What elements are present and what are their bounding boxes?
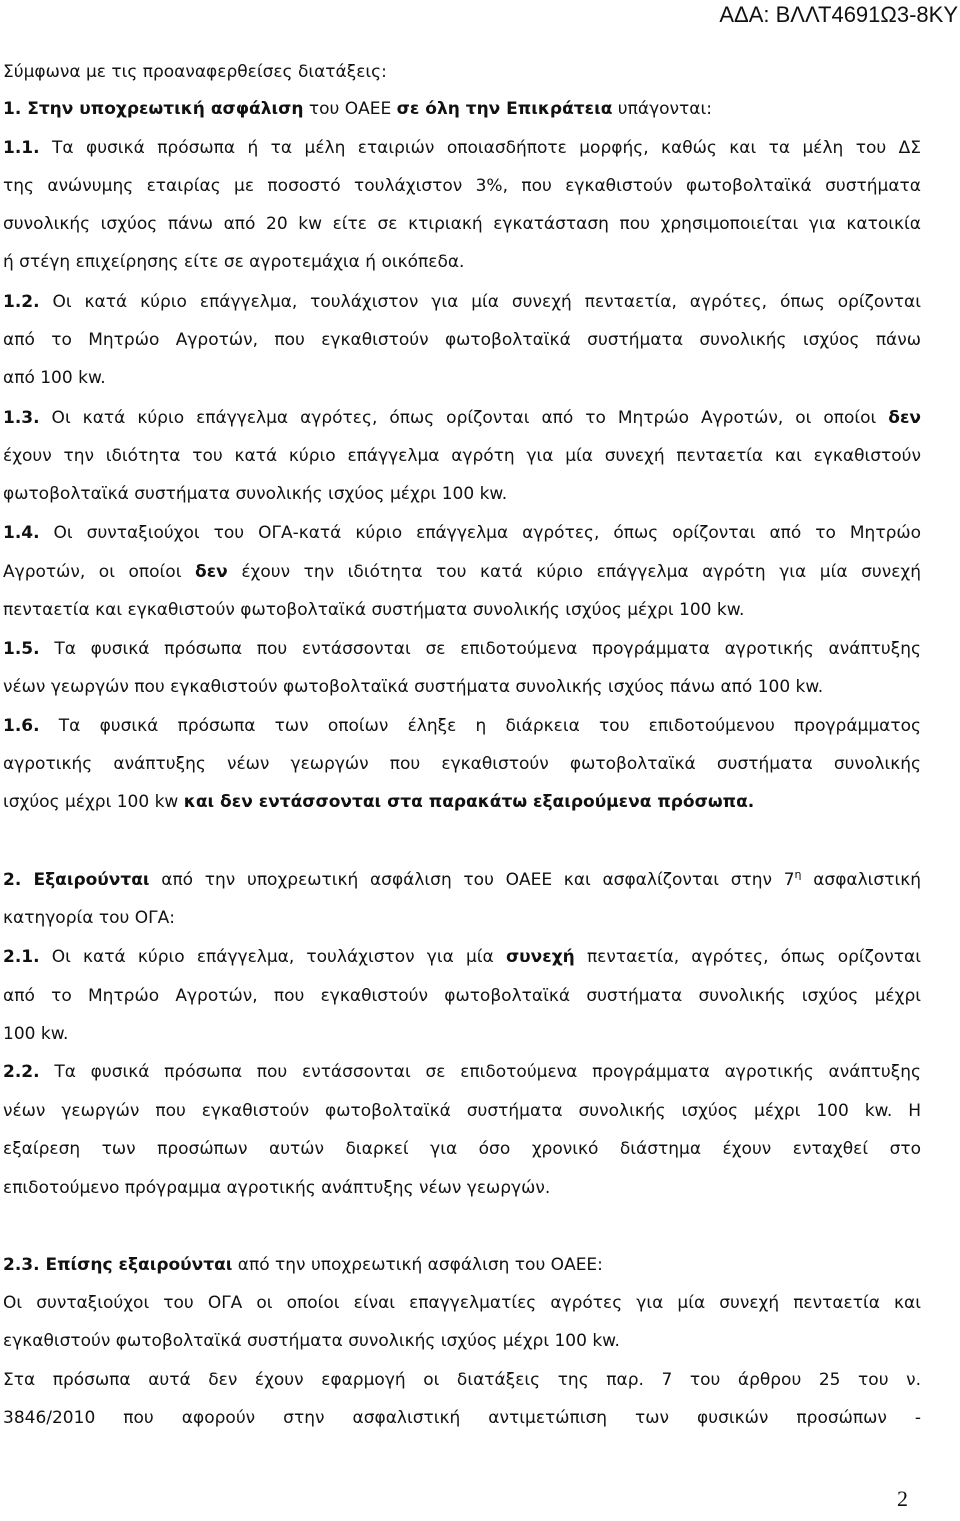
paragraph-line: Στα πρόσωπα αυτά δεν έχουν εφαρμογή οι διατάξεις της παρ. 7 του άρθρου 25 του ν. xyxy=(3,1370,921,1390)
paragraph-line: ή στέγη επιχείρησης είτε σε αγροτεμάχια ή οικόπεδα. xyxy=(3,252,465,272)
paragraph-line: 1.4. Οι συνταξιούχοι του ΟΓΑ-κατά κύριο επάγγελμα αγρότες, όπως ορίζονται από το Μητρώο xyxy=(3,523,921,543)
paragraph-line: έχουν την ιδιότητα του κατά κύριο επάγγελμα αγρότη για μία συνεχή πενταετία και εγκαθιστούν xyxy=(3,446,921,466)
paragraph-line: φωτοβολταϊκά συστήματα συνολικής ισχύος μέχρι 100 kw. xyxy=(3,484,508,504)
paragraph-line: συνολικής ισχύος πάνω από 20 kw είτε σε κτιριακή εγκατάσταση που χρησιμοποιείται για κατοικία xyxy=(3,214,921,234)
ada-header: ΑΔΑ: ΒΛΛΤ4691Ω3-8ΚΥ xyxy=(719,2,958,27)
paragraph-line: 2.2. Τα φυσικά πρόσωπα που εντάσσονται σε επιδοτούμενα προγράμματα αγροτικής ανάπτυξης xyxy=(3,1062,921,1082)
paragraph-line: 2. Εξαιρούνται από την υποχρεωτική ασφάλιση του ΟΑΕΕ και ασφαλίζονται στην $7^\eta$ ασφαλιστική xyxy=(3,868,921,890)
paragraph-line: 2.1. Οι κατά κύριο επάγγελμα, τουλάχιστον για μία συνεχή πενταετία, αγρότες, όπως ορίζονται xyxy=(3,947,921,967)
paragraph-line: 1. Στην υποχρεωτική ασφάλιση του ΟΑΕΕ σε όλη την Επικράτεια υπάγονται: xyxy=(3,99,712,119)
paragraph-line: εγκαθιστούν φωτοβολταϊκά συστήματα συνολικής ισχύος μέχρι 100 kw. xyxy=(3,1331,620,1351)
paragraph-line: 3846/2010 που αφορούν στην ασφαλιστική αντιμετώπιση των φυσικών προσώπων - xyxy=(3,1408,921,1428)
paragraph-line: 1.2. Οι κατά κύριο επάγγελμα, τουλάχιστον για μία συνεχή πενταετία, αγρότες, όπως ορίζονται xyxy=(3,292,921,312)
paragraph-line: 2.3. Επίσης εξαιρούνται από την υποχρεωτική ασφάλιση του ΟΑΕΕ: xyxy=(3,1255,603,1275)
paragraph-line: Αγροτών, οι οποίοι δεν έχουν την ιδιότητα του κατά κύριο επάγγελμα αγρότη για μία συνεχή xyxy=(3,562,922,582)
paragraph-line: ισχύος μέχρι 100 kw και δεν εντάσσονται στα παρακάτω εξαιρούμενα πρόσωπα. xyxy=(3,792,755,812)
paragraph-line: νέων γεωργών που εγκαθιστούν φωτοβολταϊκά συστήματα συνολικής ισχύος πάνω από 100 kw. xyxy=(3,677,824,697)
page-number: 2 xyxy=(897,1486,908,1511)
paragraph-line: 1.3. Οι κατά κύριο επάγγελμα αγρότες, όπως ορίζονται από το Μητρώο Αγροτών, οι οποίοι δεν xyxy=(3,408,921,428)
paragraph-line: από το Μητρώο Αγροτών, που εγκαθιστούν φωτοβολταϊκά συστήματα συνολικής ισχύος μέχρι xyxy=(3,986,921,1006)
paragraph-line: Σύμφωνα με τις προαναφερθείσες διατάξεις: xyxy=(3,62,387,82)
paragraph-line: από 100 kw. xyxy=(3,368,106,388)
paragraph-line: Οι συνταξιούχοι του ΟΓΑ οι οποίοι είναι επαγγελματίες αγρότες για μία συνεχή πενταετία και xyxy=(3,1293,921,1313)
paragraph-line: 1.6. Τα φυσικά πρόσωπα των οποίων έληξε η διάρκεια του επιδοτούμενου προγράμματος xyxy=(3,716,921,736)
paragraph-line: 1.1. Τα φυσικά πρόσωπα ή τα μέλη εταιριών οποιασδήποτε μορφής, καθώς και τα μέλη του ΔΣ xyxy=(3,138,921,158)
paragraph-line: πενταετία και εγκαθιστούν φωτοβολταϊκά συστήματα συνολικής ισχύος μέχρι 100 kw. xyxy=(3,600,745,620)
paragraph-line: από το Μητρώο Αγροτών, που εγκαθιστούν φωτοβολταϊκά συστήματα συνολικής ισχύος πάνω xyxy=(3,330,921,350)
paragraph-line: εξαίρεση των προσώπων αυτών διαρκεί για όσο χρονικό διάστημα έχουν ενταχθεί στο xyxy=(3,1139,921,1159)
paragraph-line: νέων γεωργών που εγκαθιστούν φωτοβολταϊκά συστήματα συνολικής ισχύος μέχρι 100 kw. Η xyxy=(3,1101,921,1121)
paragraph-line: επιδοτούμενο πρόγραμμα αγροτικής ανάπτυξης νέων γεωργών. xyxy=(3,1178,551,1198)
paragraph-line: αγροτικής ανάπτυξης νέων γεωργών που εγκαθιστούν φωτοβολταϊκά συστήματα συνολικής xyxy=(3,754,921,774)
paragraph-line: κατηγορία του ΟΓΑ: xyxy=(3,908,175,928)
paragraph-line: της ανώνυμης εταιρίας με ποσοστό τουλάχιστον 3%, που εγκαθιστούν φωτοβολταϊκά συστήματα xyxy=(3,176,921,196)
paragraph-line: 1.5. Τα φυσικά πρόσωπα που εντάσσονται σε επιδοτούμενα προγράμματα αγροτικής ανάπτυξης xyxy=(3,639,921,659)
paragraph-line: 100 kw. xyxy=(3,1024,69,1044)
